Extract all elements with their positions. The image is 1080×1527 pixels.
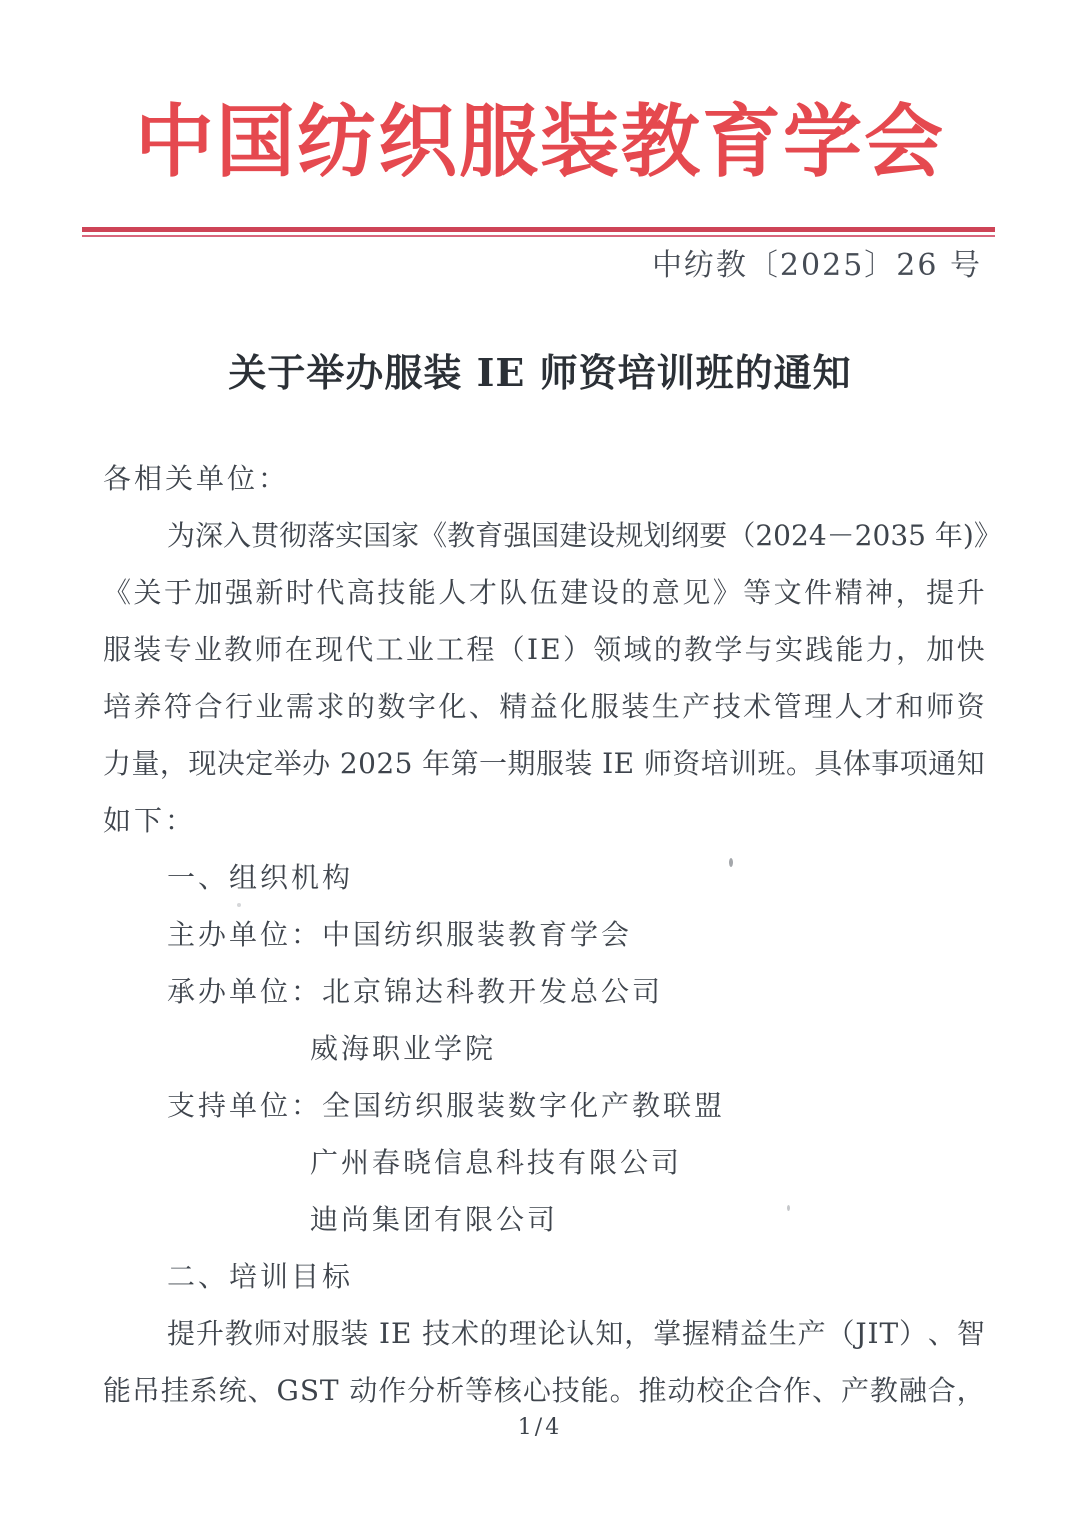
body-line: 能 吊 挂 系 统 、 G S T 动 作 分 析 等 核 心 技 能 。 推 动 校 企 合 作 、 产 教 融 合 ， [103, 1374, 985, 1407]
body-line: 培 养 符 合 行 业 需 求 的 数 字 化 、 精 益 化 服 装 生 产 技 术 管 理 人 才 和 师 资 [103, 690, 985, 723]
body-line: 力 量 ， 现 决 定 举 办 2 0 2 5 年 第 一 期 服 装 I E 师 资 培 训 班 。 具 体 事 项 通 知 [103, 747, 985, 780]
body-line: 威海职业学院 [310, 1032, 497, 1065]
page-number: 1/4 [517, 1415, 563, 1440]
body-line: 支持单位：全国纺织服装数字化产教联盟 [167, 1089, 726, 1122]
body-line: 主办单位：中国纺织服装教育学会 [167, 918, 633, 951]
body-line: 迪尚集团有限公司 [310, 1203, 559, 1236]
body-line: 服 装 专 业 教 师 在 现 代 工 业 工 程 （ I E ） 领 域 的 教 学 与 实 践 能 力 ， 加 快 [103, 633, 985, 666]
body-line: 提 升 教 师 对 服 装 I E 技 术 的 理 论 认 知 ， 掌 握 精 益 生 产 （ J I T ） 、 智 [167, 1317, 985, 1350]
doc-number: 中纺教〔2025〕26 号 [651, 248, 982, 283]
red-rule-thin [82, 235, 995, 237]
body-line: 承办单位：北京锦达科教开发总公司 [167, 975, 664, 1008]
body-line: 一、组织机构 [167, 861, 354, 894]
scan-speck [729, 858, 733, 867]
body-line: 《 关 于 加 强 新 时 代 高 技 能 人 才 队 伍 建 设 的 意 见 》 等 文 件 精 神 ， 提 升 [103, 576, 985, 609]
scan-speck [787, 1205, 790, 1211]
body-text [103, 450, 1002, 1419]
body-line: 二、培训目标 [167, 1260, 354, 1293]
body-line: 广州春晓信息科技有限公司 [310, 1146, 683, 1179]
scan-speck [237, 903, 241, 907]
body-line: 如下： [103, 804, 197, 837]
red-rule-thick [82, 227, 995, 232]
body-line: 各相关单位： [103, 462, 290, 495]
body-line: 为 深 入 贯 彻 落 实 国 家 《 教 育 强 国 建 设 规 划 纲 要 （ 2 0 2 4 － 2 0 3 5 年 ) 》 [167, 519, 1002, 552]
notice-title: 关于举办服装 IE 师资培训班的通知 [228, 350, 852, 395]
letterhead-title: 中国纺织服装教育学会 [135, 95, 945, 188]
